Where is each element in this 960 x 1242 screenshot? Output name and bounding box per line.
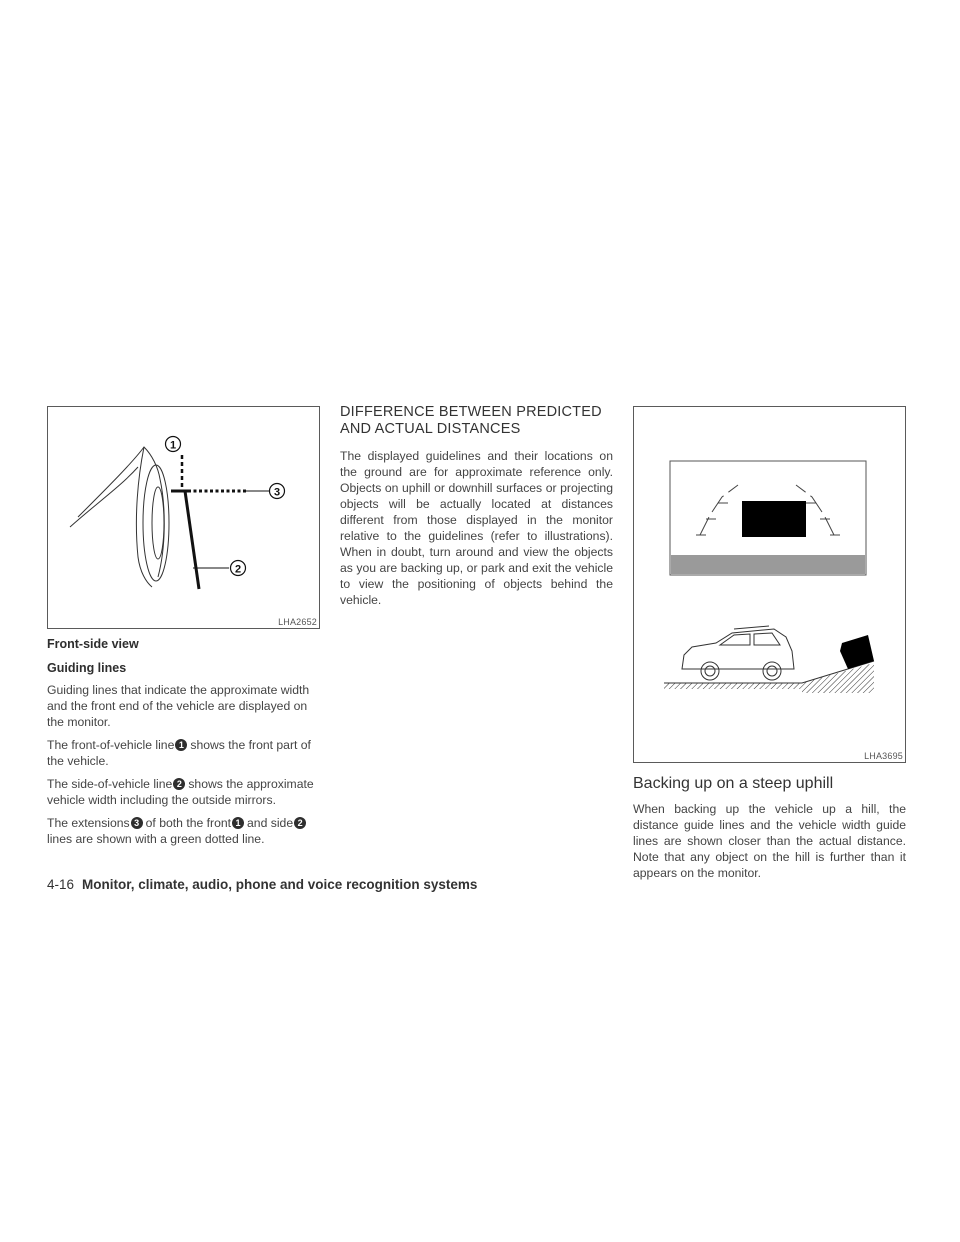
uphill-illustration	[634, 407, 905, 762]
uphill-figure	[633, 406, 906, 763]
figure-label-3: 3	[273, 486, 281, 499]
paragraph-front-line: The front-of-vehicle line 1 shows the front part of the vehicle.	[47, 738, 311, 768]
marker-1-icon: 1	[232, 817, 244, 829]
left-column	[47, 406, 320, 847]
page-number: 4-16	[47, 877, 75, 892]
section-heading-uphill: Backing up on a steep uphill	[633, 775, 834, 792]
marker-2-icon: 2	[173, 778, 185, 790]
paragraph-extensions: The extensions 3 of both the front 1 and side 2lines are shown with a green dotted line.	[47, 815, 320, 847]
section-title: Monitor, climate, audio, phone and voice recognition systems	[82, 877, 478, 892]
page-footer	[47, 877, 477, 892]
marker-1-icon: 1	[175, 739, 187, 751]
front-side-view-figure	[47, 406, 320, 629]
figure-id: LHA3695	[864, 751, 903, 761]
right-column	[633, 406, 906, 881]
front-side-view-illustration	[48, 407, 319, 628]
subheading-guiding-lines: Guiding lines	[47, 661, 127, 675]
marker-3-icon: 3	[131, 817, 143, 829]
middle-column	[340, 404, 613, 608]
figure-caption: Front-side view	[47, 637, 139, 651]
paragraph-side-line: The side-of-vehicle line 2 shows the approximate vehicle width including the outside mirrors.	[47, 777, 314, 807]
paragraph-guiding-lines: Guiding lines that indicate the approximate width and the front end of the vehicle are displayed on the monitor.	[47, 683, 310, 729]
marker-2-icon: 2	[294, 817, 306, 829]
figure-label-1: 1	[169, 439, 177, 452]
figure-id: LHA2652	[278, 617, 317, 627]
section-heading-distances: DIFFERENCE BETWEEN PREDICTED AND ACTUAL DISTANCES	[340, 404, 602, 437]
paragraph-uphill: When backing up the vehicle up a hill, the distance guide lines and the vehicle width guide lines are shown closer than the actual distance. Note that any object on the hill is further than it appears on the monitor.	[633, 802, 906, 880]
figure-label-2: 2	[234, 563, 242, 576]
paragraph-distances: The displayed guidelines and their locations on the ground are for approximate reference only. Objects on uphill or downhill surfaces or projecting objects will be actually located at distances different from those displayed in the monitor relative to the guidelines (refer to illustrations). When in doubt, turn around and view the objects as you are backing up, or park and exit the vehicle to view the positioning of objects behind the vehicle.	[340, 449, 613, 607]
